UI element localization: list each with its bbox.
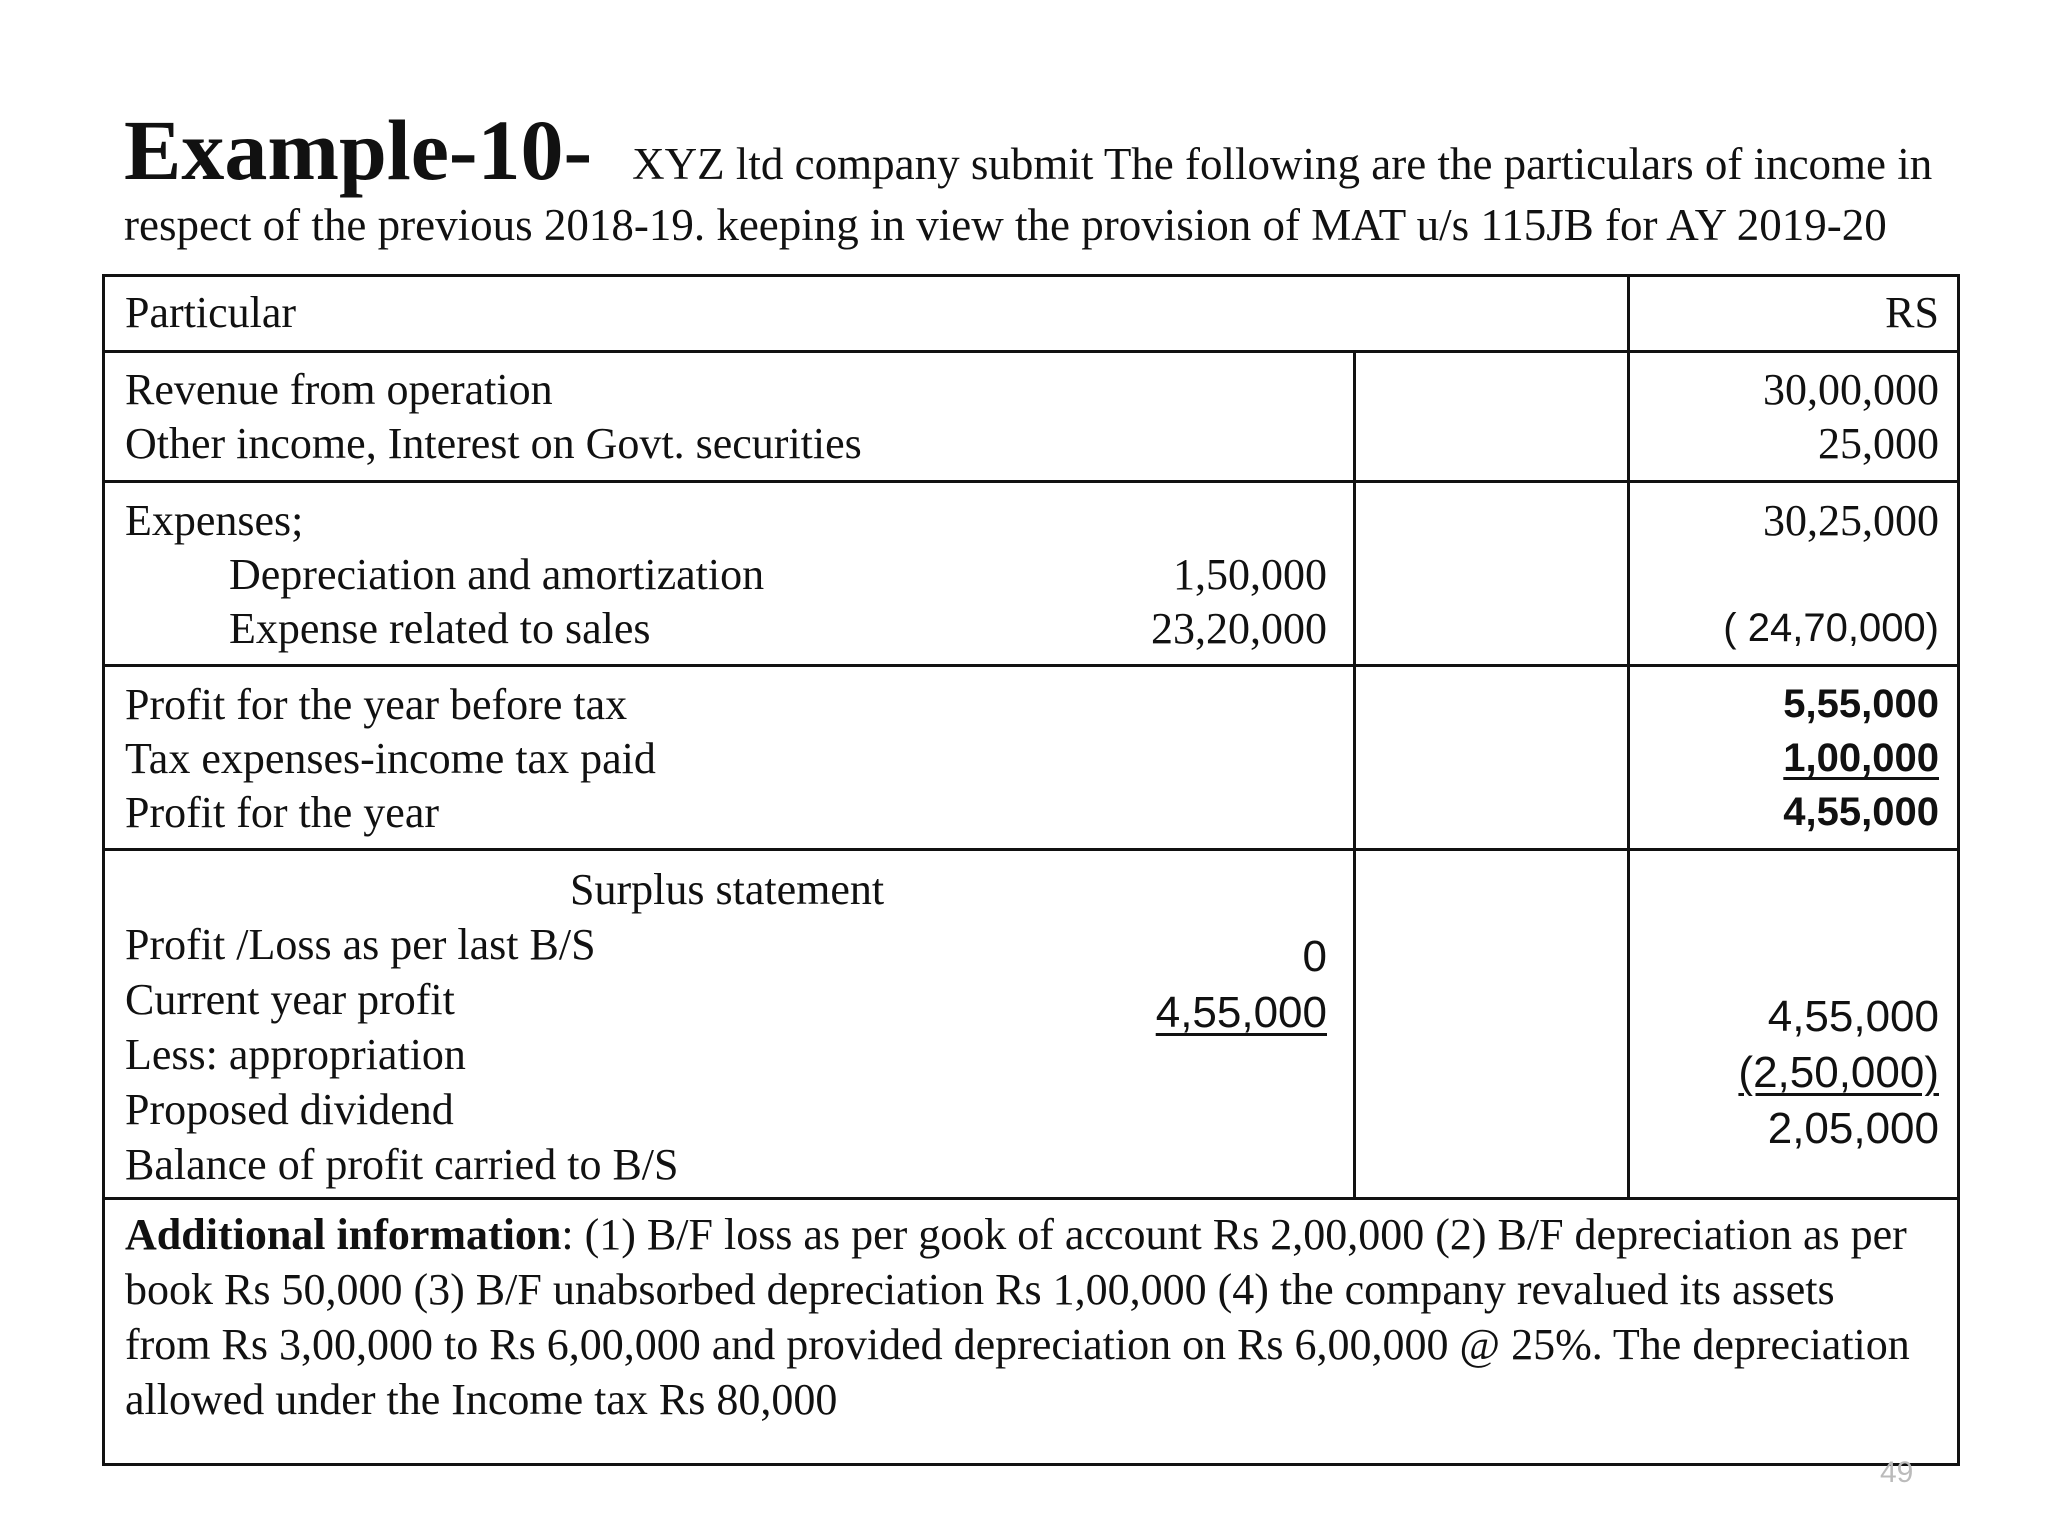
header-particular: Particular <box>125 288 297 337</box>
depreciation-label: Depreciation and amortization <box>229 550 765 599</box>
depreciation-value: 1,50,000 <box>1173 550 1327 599</box>
surplus-mid-value-1: 0 <box>1302 932 1327 981</box>
row-divider <box>105 848 1957 851</box>
profit-year-value: 4,55,000 <box>1783 790 1939 834</box>
intro-line-1: XYZ ltd company submit The following are the particulars of income in <box>632 139 1933 189</box>
col-divider-mid <box>1353 350 1356 1200</box>
tax-expense-value: 1,00,000 <box>1783 736 1939 780</box>
expenses-label: Expenses; <box>125 496 304 545</box>
profit-before-tax-value: 5,55,000 <box>1783 682 1939 726</box>
additional-information <box>125 1207 1919 1427</box>
row-divider <box>105 480 1957 483</box>
surplus-heading: Surplus statement <box>570 865 885 914</box>
surplus-last-bs-label: Profit /Loss as per last B/S <box>125 920 596 969</box>
revenue-value: 30,00,000 <box>1763 365 1939 414</box>
total-income-value: 30,25,000 <box>1763 496 1939 545</box>
surplus-right-value-2: (2,50,000) <box>1738 1048 1939 1097</box>
revenue-label: Revenue from operation <box>125 365 553 414</box>
page-number: 49 <box>1880 1456 1914 1489</box>
row-divider <box>105 350 1957 353</box>
additional-info-heading: Additional information <box>125 1210 562 1259</box>
tax-expense-label: Tax expenses-income tax paid <box>125 734 656 783</box>
profit-before-tax-label: Profit for the year before tax <box>125 680 628 729</box>
col-divider-rs <box>1627 277 1630 1200</box>
surplus-current-profit-label: Current year profit <box>125 975 455 1024</box>
surplus-mid-value-2: 4,55,000 <box>1155 988 1327 1037</box>
other-income-value: 25,000 <box>1818 419 1939 468</box>
sales-expense-value: 23,20,000 <box>1151 604 1327 653</box>
sales-expense-label: Expense related to sales <box>229 604 651 653</box>
title-line <box>124 100 1932 200</box>
intro-line-2: respect of the previous 2018-19. keeping in view the provision of MAT u/s 115JB for AY 2019-20 <box>124 200 1887 250</box>
other-income-label: Other income, Interest on Govt. securities <box>125 419 862 468</box>
surplus-dividend-label: Proposed dividend <box>125 1085 454 1134</box>
income-table <box>102 274 1960 1466</box>
surplus-balance-label: Balance of profit carried to B/S <box>125 1140 679 1189</box>
header-rs: RS <box>1885 288 1939 337</box>
total-expenses-value: ( 24,70,000) <box>1723 606 1939 650</box>
additional-info-text: : (1) B/F loss as per gook of account Rs 2,00,000 (2) B/F depreciation as per book Rs 50,000 (3) B/F unabsorbed depreciation Rs 1,00,000 (4) the company revalued its assets from Rs 3,00,000 to Rs 6,00,000 and provided depreciation on Rs 6,00,000 @ 25%. The depreciation allowed under the Income tax Rs 80,000 <box>125 1210 1910 1424</box>
row-divider <box>105 664 1957 667</box>
surplus-right-value-3: 2,05,000 <box>1767 1104 1939 1153</box>
row-divider <box>105 1197 1957 1200</box>
example-title: Example-10- <box>124 102 593 198</box>
surplus-appropriation-label: Less: appropriation <box>125 1030 466 1079</box>
surplus-right-value-1: 4,55,000 <box>1767 992 1939 1041</box>
profit-year-label: Profit for the year <box>125 788 439 837</box>
